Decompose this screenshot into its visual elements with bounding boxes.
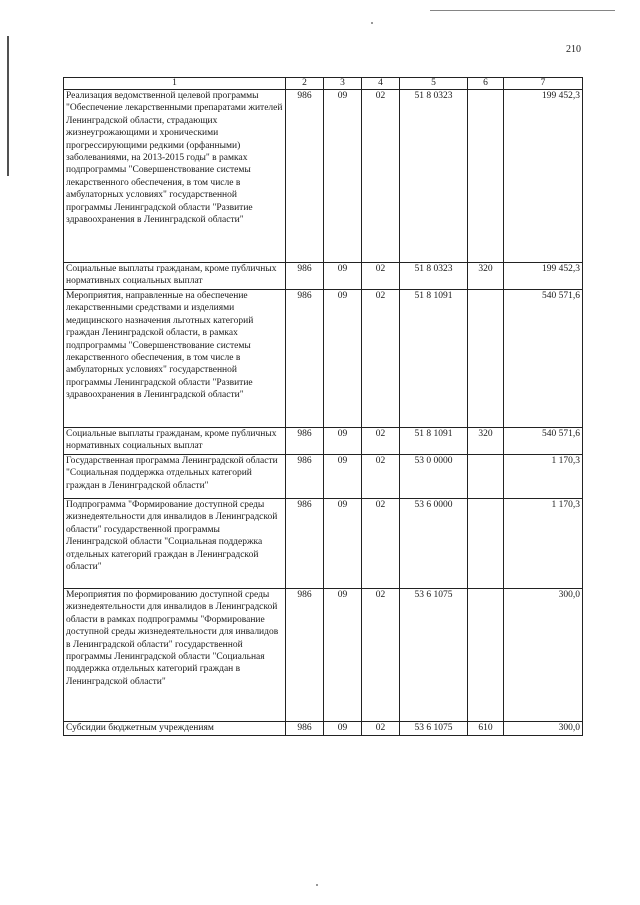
row-ministry-code: 986 [286, 90, 324, 263]
header-col-6: 6 [468, 78, 504, 90]
row-name: Мероприятия по формированию доступной среды жизнедеятельности для инвалидов в Ленинградской области в рамках подпрограммы "Формирование доступной среды жизнедеятельности для инвалидов в Ленинградской области" государственной программы Ленинградской области "Социальная поддержка отдельных категорий граждан в Ленинградской области" [64, 589, 286, 722]
row-expense-type [468, 90, 504, 263]
row-name: Подпрограмма "Формирование доступной среды жизнедеятельности для инвалидов в Ленинградской области" государственной программы Ленинградской области "Социальная поддержка отдельных категорий граждан в Ленинградской области" [64, 499, 286, 589]
row-amount: 300,0 [504, 589, 583, 722]
row-section: 09 [324, 455, 362, 499]
page-number: 210 [566, 44, 581, 55]
row-name: Реализация ведомственной целевой программы "Обеспечение лекарственными препаратами жителей Ленинградской области, страдающих жизнеугрожающими и хроническими прогрессирующими редкими (орфанными) заболеваниями, на 2013-2015 годы" в рамках подпрограммы "Совершенствование системы лекарственного обеспечения, в том числе в амбулаторных условиях" государственной программы Ленинградской области "Развитие здравоохранения в Ленинградской области" [64, 90, 286, 263]
header-col-7: 7 [504, 78, 583, 90]
row-subsection: 02 [362, 455, 400, 499]
row-expense-type: 320 [468, 263, 504, 290]
scan-top-mark [430, 10, 615, 11]
row-name: Субсидии бюджетным учреждениям [64, 722, 286, 736]
row-amount: 540 571,6 [504, 290, 583, 428]
table-row [64, 90, 583, 263]
row-section: 09 [324, 499, 362, 589]
row-expense-type: 320 [468, 428, 504, 455]
row-target-article: 53 0 0000 [400, 455, 468, 499]
row-target-article: 53 6 0000 [400, 499, 468, 589]
row-subsection: 02 [362, 589, 400, 722]
table-row [64, 722, 583, 736]
row-ministry-code: 986 [286, 499, 324, 589]
row-amount: 199 452,3 [504, 263, 583, 290]
row-target-article: 51 8 1091 [400, 428, 468, 455]
row-ministry-code: 986 [286, 428, 324, 455]
row-target-article: 51 8 0323 [400, 90, 468, 263]
row-expense-type [468, 499, 504, 589]
table-row [64, 589, 583, 722]
row-expense-type [468, 290, 504, 428]
header-col-4: 4 [362, 78, 400, 90]
row-amount: 300,0 [504, 722, 583, 736]
row-ministry-code: 986 [286, 290, 324, 428]
row-section: 09 [324, 722, 362, 736]
row-amount: 540 571,6 [504, 428, 583, 455]
row-subsection: 02 [362, 499, 400, 589]
row-section: 09 [324, 589, 362, 722]
row-expense-type [468, 589, 504, 722]
table-row [64, 499, 583, 589]
scan-speck [371, 22, 373, 24]
row-amount: 199 452,3 [504, 90, 583, 263]
scan-edge-mark [7, 36, 9, 176]
row-name: Социальные выплаты гражданам, кроме публичных нормативных социальных выплат [64, 263, 286, 290]
table-row [64, 263, 583, 290]
table-row [64, 428, 583, 455]
row-subsection: 02 [362, 290, 400, 428]
header-col-2: 2 [286, 78, 324, 90]
row-expense-type [468, 455, 504, 499]
header-row [64, 78, 583, 90]
row-target-article: 53 6 1075 [400, 722, 468, 736]
row-ministry-code: 986 [286, 455, 324, 499]
row-target-article: 53 6 1075 [400, 589, 468, 722]
header-col-3: 3 [324, 78, 362, 90]
row-section: 09 [324, 290, 362, 428]
row-target-article: 51 8 1091 [400, 290, 468, 428]
header-col-5: 5 [400, 78, 468, 90]
row-section: 09 [324, 428, 362, 455]
row-name: Социальные выплаты гражданам, кроме публичных нормативных социальных выплат [64, 428, 286, 455]
table-row [64, 290, 583, 428]
row-section: 09 [324, 263, 362, 290]
table-row [64, 455, 583, 499]
row-target-article: 51 8 0323 [400, 263, 468, 290]
row-ministry-code: 986 [286, 722, 324, 736]
row-section: 09 [324, 90, 362, 263]
row-amount: 1 170,3 [504, 499, 583, 589]
row-subsection: 02 [362, 263, 400, 290]
row-subsection: 02 [362, 90, 400, 263]
row-subsection: 02 [362, 428, 400, 455]
row-expense-type: 610 [468, 722, 504, 736]
scan-speck [316, 884, 318, 886]
row-subsection: 02 [362, 722, 400, 736]
header-col-1: 1 [64, 78, 286, 90]
budget-table [63, 77, 583, 736]
row-ministry-code: 986 [286, 263, 324, 290]
row-ministry-code: 986 [286, 589, 324, 722]
row-name: Мероприятия, направленные на обеспечение лекарственными средствами и изделиями медицинского назначения льготных категорий граждан Ленинградской области, в рамках подпрограммы "Совершенствование системы лекарственного обеспечения, в том числе в амбулаторных условиях" государственной программы Ленинградской области "Развитие здравоохранения в Ленинградской области" [64, 290, 286, 428]
row-name: Государственная программа Ленинградской области "Социальная поддержка отдельных категорий граждан в Ленинградской области" [64, 455, 286, 499]
row-amount: 1 170,3 [504, 455, 583, 499]
